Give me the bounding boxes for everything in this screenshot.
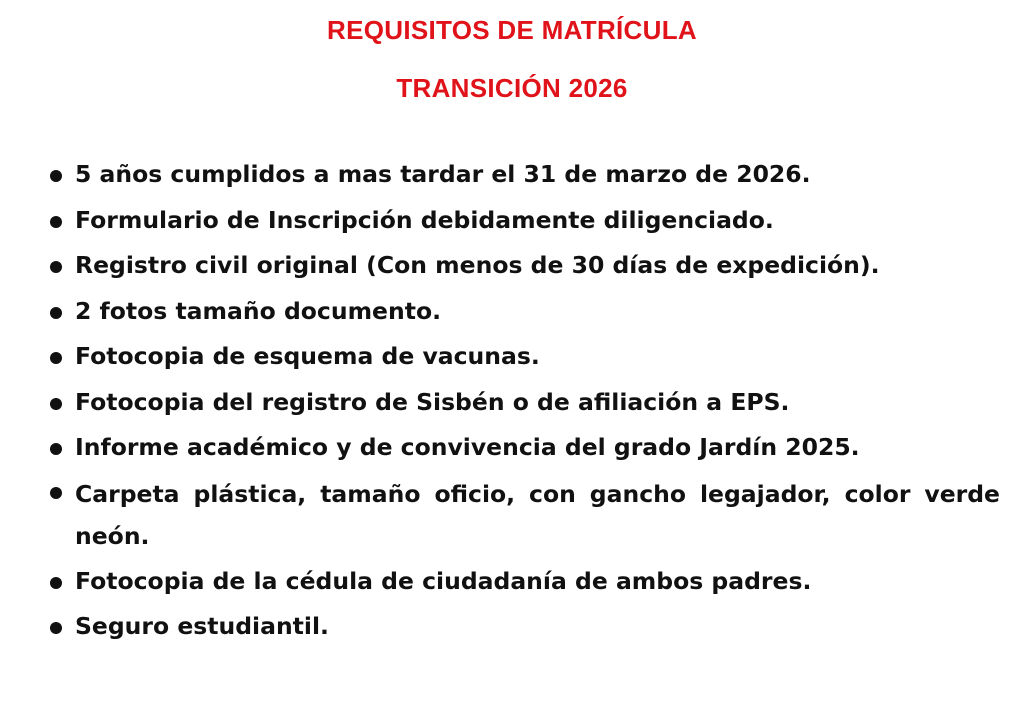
bullet-icon (50, 398, 62, 410)
requirement-text: Seguro estudiantil. (75, 612, 329, 640)
bullet-icon (50, 307, 62, 319)
requirement-text: Fotocopia de esquema de vacunas. (75, 342, 540, 370)
requirement-text: Fotocopia del registro de Sisbén o de afiliación a EPS. (75, 387, 790, 416)
requirements-list (48, 152, 1000, 650)
bullet-icon (50, 352, 62, 364)
bullet-icon (50, 216, 62, 228)
requirement-item (48, 289, 1000, 335)
requirement-text: Informe académico y de convivencia del grado Jardín 2025. (75, 433, 860, 461)
requirement-item (48, 198, 1000, 244)
requirement-text: Formulario de Inscripción debidamente diligenciado. (75, 205, 774, 234)
requirement-item (48, 380, 1000, 426)
bullet-icon (50, 170, 62, 182)
title-line-2: TRANSICIÓN 2026 (396, 73, 628, 103)
requirement-item (48, 604, 1000, 650)
requirement-item (48, 471, 1000, 559)
title-line-1: REQUISITOS DE MATRÍCULA (327, 15, 697, 45)
requirement-item (48, 559, 1000, 605)
bullet-icon (50, 261, 62, 273)
requirement-text: Registro civil original (Con menos de 30 días de expedición). (75, 251, 880, 279)
requirement-item (48, 425, 1000, 471)
requirement-item (48, 334, 1000, 380)
bullet-icon (50, 577, 62, 589)
requirement-item (48, 152, 1000, 198)
bullet-icon (50, 622, 62, 634)
requirement-text: 2 fotos tamaño documento. (75, 296, 442, 325)
requirement-text: 5 años cumplidos a mas tardar el 31 de marzo de 2026. (75, 160, 811, 188)
requirement-text: Fotocopia de la cédula de ciudadanía de ambos padres. (75, 566, 812, 595)
bullet-icon (50, 443, 62, 455)
requirement-item (48, 243, 1000, 289)
requirement-text: Carpeta plástica, tamaño oficio, con gancho legajador, color verde neón. (75, 479, 1000, 550)
bullet-icon (50, 487, 62, 499)
